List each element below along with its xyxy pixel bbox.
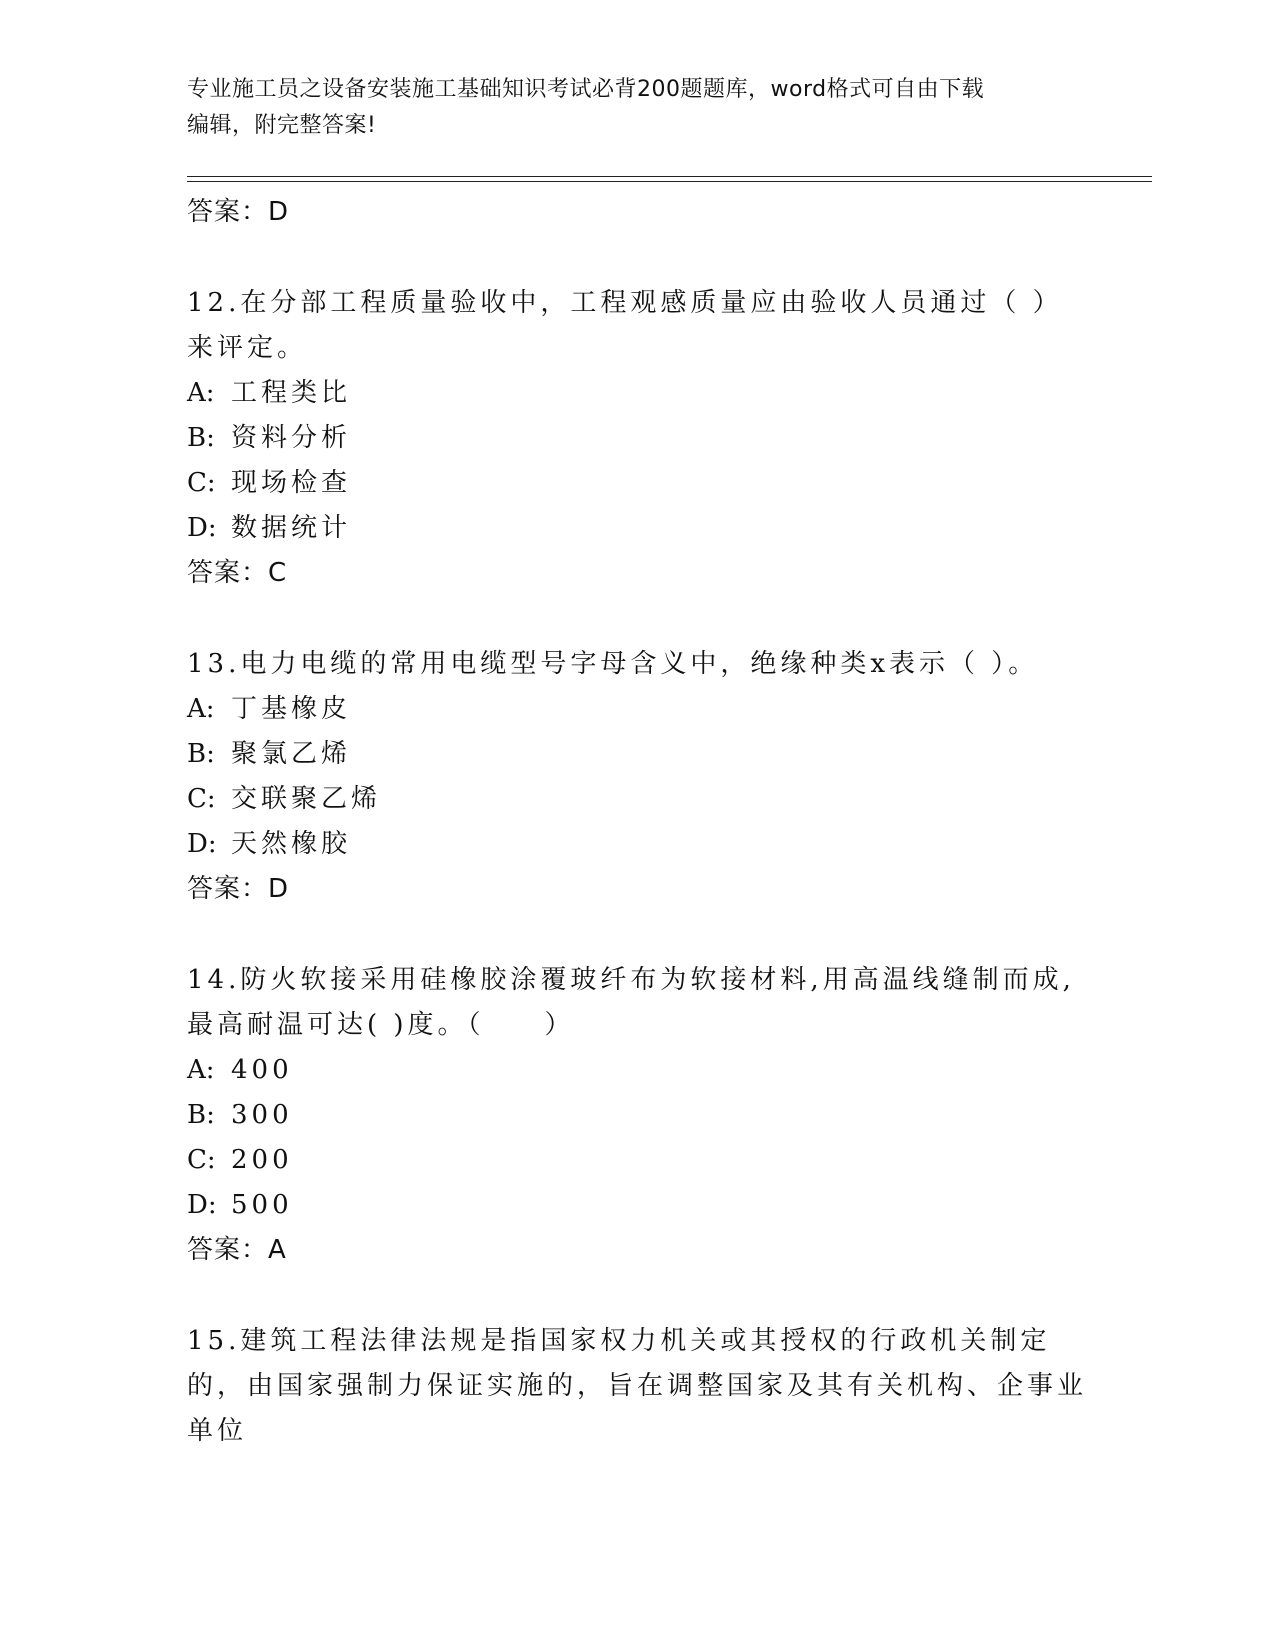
page-header (187, 72, 1067, 144)
option-a (187, 687, 1087, 732)
answer-line (187, 190, 1087, 234)
header-line-2: 编辑，附完整答案! (187, 113, 377, 138)
answer-label: 答案： (187, 1235, 269, 1265)
option-key: D: (187, 513, 217, 543)
option-key: C: (187, 1145, 216, 1175)
option-text: 资料分析 (231, 423, 352, 453)
header-divider-second (187, 181, 1152, 182)
option-text: 200 (231, 1145, 293, 1175)
question-stem: 15.建筑工程法律法规是指国家权力机关或其授权的行政机关制定的，由国家强制力保证实施的，旨在调整国家及其有关机构、企事业单位 (187, 1326, 1088, 1446)
option-key: A: (187, 378, 215, 408)
question-block-14 (187, 958, 1087, 1272)
option-text: 数据统计 (231, 513, 352, 543)
answer-value: C (268, 558, 287, 588)
answer-label: 答案： (187, 874, 269, 904)
option-text: 300 (231, 1100, 293, 1130)
option-key: C: (187, 468, 216, 498)
header-divider (187, 176, 1152, 177)
answer-value: A (268, 1235, 286, 1265)
option-key: B: (187, 739, 215, 769)
answer-value: D (268, 197, 289, 227)
option-b (187, 1093, 1087, 1138)
answer-line (187, 1228, 1087, 1272)
answer-line (187, 867, 1087, 911)
option-a (187, 371, 1087, 416)
question-block-12 (187, 281, 1087, 595)
question-block-13 (187, 642, 1087, 911)
header-line-1: 专业施工员之设备安装施工基础知识考试必背200题题库，word格式可自由下载 (187, 77, 985, 102)
option-text: 工程类比 (231, 378, 352, 408)
option-key: A: (187, 1055, 215, 1085)
option-text: 交联聚乙烯 (231, 784, 382, 814)
question-stem: 12.在分部工程质量验收中，工程观感质量应由验收人员通过（ ）来评定。 (187, 288, 1063, 363)
answer-line (187, 551, 1087, 595)
option-text: 丁基橡皮 (231, 694, 352, 724)
option-key: A: (187, 694, 215, 724)
option-text: 天然橡胶 (231, 829, 352, 859)
option-d (187, 822, 1087, 867)
option-key: C: (187, 784, 216, 814)
question-stem: 14.防火软接采用硅橡胶涂覆玻纤布为软接材料,用高温线缝制而成,最高耐温可达( )度。（ ） (187, 965, 1075, 1040)
option-key: B: (187, 1100, 215, 1130)
option-text: 现场检查 (231, 468, 352, 498)
answer-label: 答案： (187, 197, 269, 227)
option-b (187, 732, 1087, 777)
option-c (187, 777, 1087, 822)
option-key: D: (187, 1190, 217, 1220)
answer-value: D (268, 874, 289, 904)
answer-label: 答案： (187, 558, 269, 588)
option-text: 500 (231, 1190, 293, 1220)
option-d (187, 1183, 1087, 1228)
option-key: B: (187, 423, 215, 453)
question-block-15 (187, 1319, 1087, 1454)
option-text: 400 (231, 1055, 293, 1085)
option-c (187, 1138, 1087, 1183)
option-key: D: (187, 829, 217, 859)
option-d (187, 506, 1087, 551)
question-list (187, 190, 1087, 1454)
option-c (187, 461, 1087, 506)
question-stem: 13.电力电缆的常用电缆型号字母含义中，绝缘种类x表示（ ）。 (187, 649, 1039, 679)
option-b (187, 416, 1087, 461)
option-text: 聚氯乙烯 (231, 739, 352, 769)
option-a (187, 1048, 1087, 1093)
